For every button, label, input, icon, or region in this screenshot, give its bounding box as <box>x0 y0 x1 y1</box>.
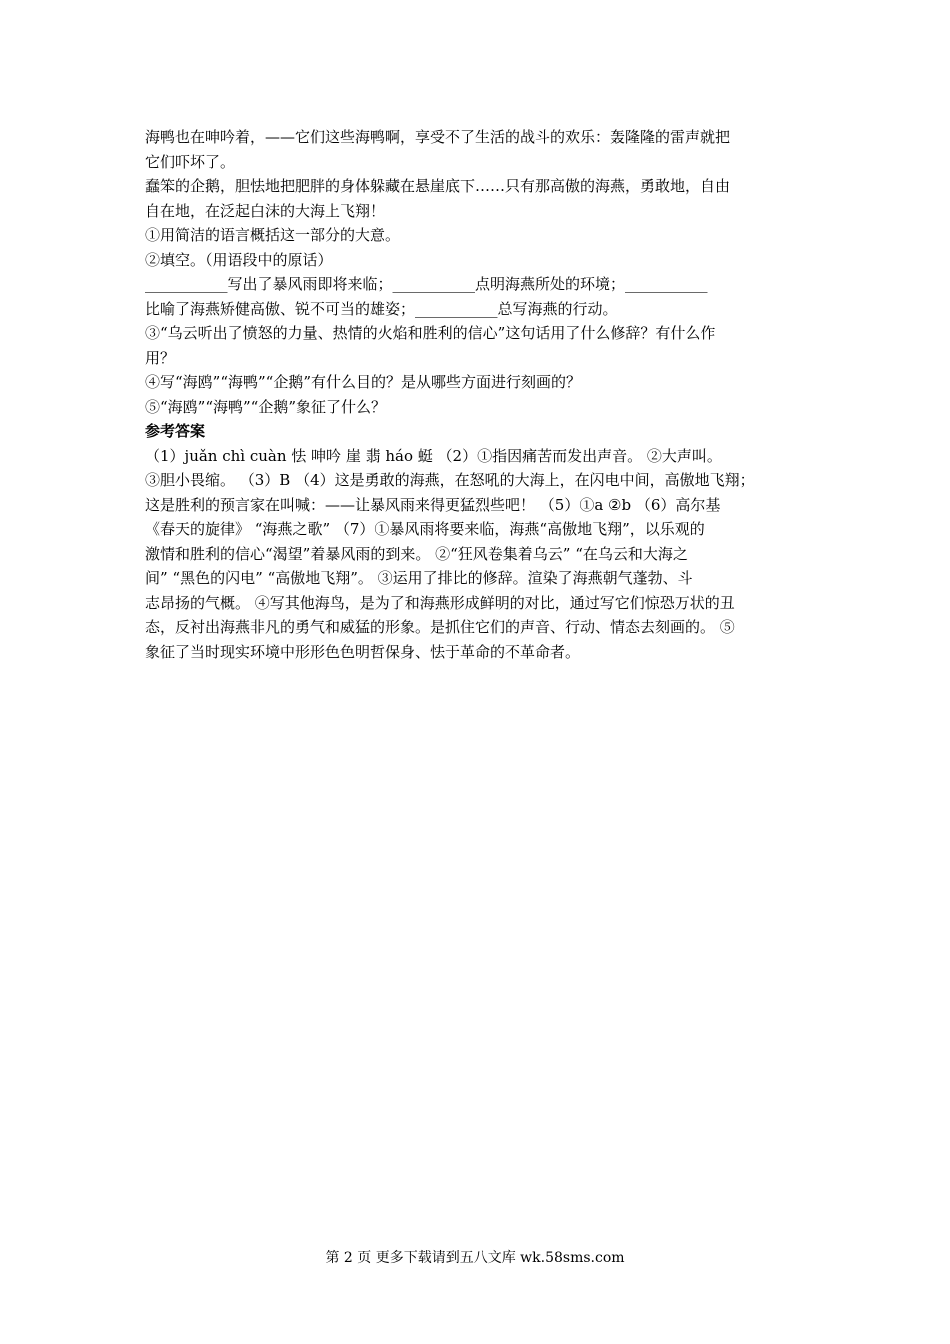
answers-heading: 参考答案 <box>145 422 206 440</box>
question-3-cont: 用？ <box>145 348 176 367</box>
question-2: ②填空。（用语段中的原话） <box>145 250 333 269</box>
answer-line: ③胆小畏缩。 （3）B （4）这是勇敢的海燕，在怒吼的大海上，在闪电中间，高傲地飞翔； <box>145 471 755 489</box>
question-1: ①用简洁的语言概括这一部分的大意。 <box>145 226 401 244</box>
question-2-blanks-cont: 比喻了海燕矫健高傲、锐不可当的雄姿；___________总写海燕的行动。 <box>145 299 618 318</box>
answer-line: 态，反衬出海燕非凡的勇气和威猛的形象。是抓住它们的声音、行动、情态去刻画的。 ⑤ <box>145 618 735 636</box>
answer-line: 这是胜利的预言家在叫喊：——让暴风雨来得更猛烈些吧！ （5）①a ②b （6）高尔基 <box>145 495 721 514</box>
passage-section <box>145 125 810 223</box>
page-footer: 第 2 页 更多下载请到五八文库 wk.58sms.com <box>325 1250 625 1266</box>
answers-section <box>145 419 810 664</box>
question-3: ③“乌云听出了愤怒的力量、热情的火焰和胜利的信心”这句话用了什么修辞？有什么作 <box>145 324 716 342</box>
passage-line: 它们吓坏了。 <box>145 152 236 171</box>
answer-line: 《春天的旋律》 “海燕之歌” （7）①暴风雨将要来临，海燕“高傲地飞翔”，以乐观的 <box>145 520 705 538</box>
answer-line: （1）juǎn chì cuàn 怯 呻吟 崖 翡 háo 蜓 （2）①指因痛苦而发出声音。 ②大声叫。 <box>145 446 722 465</box>
passage-line: 自在地，在泛起白沫的大海上飞翔！ <box>145 201 386 220</box>
question-2-blanks: ___________写出了暴风雨即将来临；___________点明海燕所处的环境；___________ <box>145 275 708 293</box>
answer-line: 激情和胜利的信心“渴望”着暴风雨的到来。 ②“狂风卷集着乌云” “在乌云和大海之 <box>145 544 688 563</box>
answer-line: 间” “黑色的闪电” “高傲地飞翔”。 ③运用了排比的修辞。渲染了海燕朝气蓬勃、斗 <box>145 569 693 587</box>
question-4: ④写“海鸥”“海鸭”“企鹅”有什么目的？是从哪些方面进行刻画的？ <box>145 373 582 391</box>
document-body <box>145 125 810 664</box>
answer-line: 志昂扬的气概。 ④写其他海鸟，是为了和海燕形成鲜明的对比，通过写它们惊恐万状的丑 <box>145 593 735 612</box>
passage-line: 海鸭也在呻吟着，——它们这些海鸭啊，享受不了生活的战斗的欢乐：轰隆隆的雷声就把 <box>145 128 731 146</box>
passage-line: 蠢笨的企鹅，胆怯地把肥胖的身体躲藏在悬崖底下……只有那高傲的海燕，勇敢地，自由 <box>145 177 731 195</box>
answer-line: 象征了当时现实环境中形形色色明哲保身、怯于革命的不革命者。 <box>145 642 581 661</box>
question-5: ⑤“海鸥”“海鸭”“企鹅”象征了什么？ <box>145 397 387 416</box>
questions-section <box>145 223 810 419</box>
